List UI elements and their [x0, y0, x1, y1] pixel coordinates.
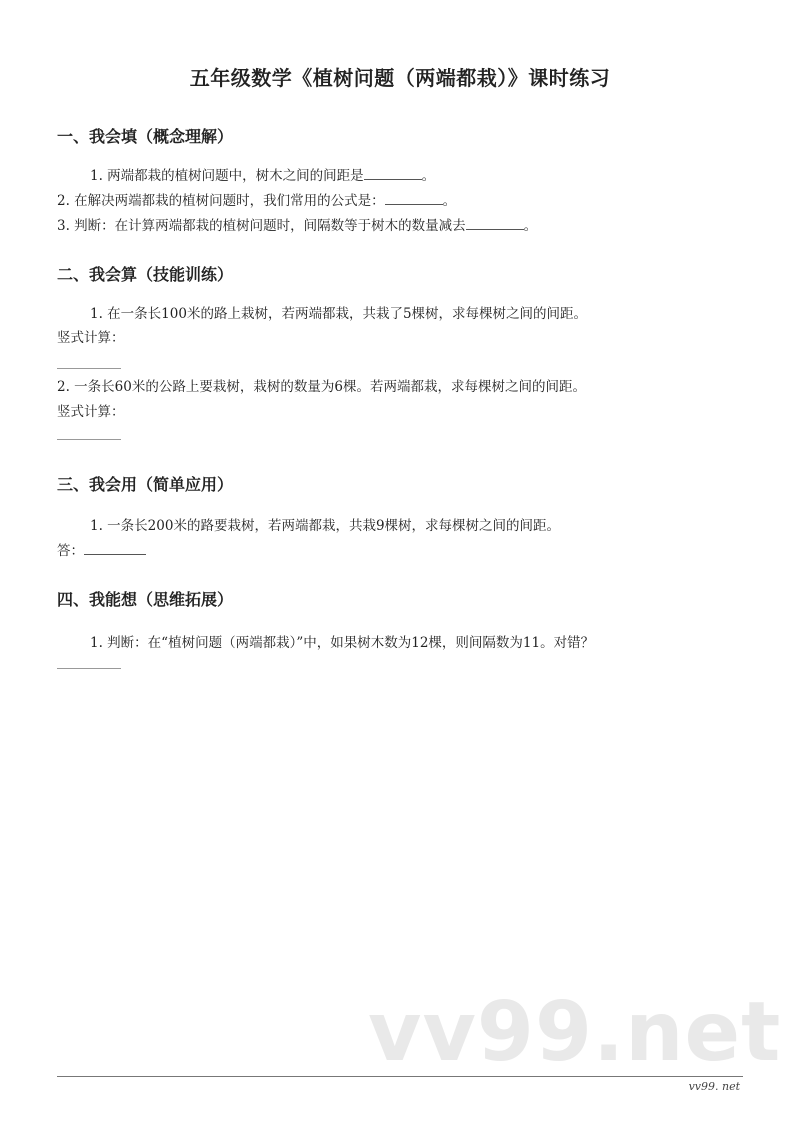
- section-heading-3: 三、我会用（简单应用）: [57, 475, 234, 494]
- question-3-1: 1. 一条长200米的路要栽树，若两端都栽，共栽9棵树，求每棵树之间的间距。: [90, 518, 561, 534]
- answer-line[interactable]: [57, 439, 121, 440]
- answer-line[interactable]: [57, 668, 121, 669]
- section-heading-1: 一、我会填（概念理解）: [57, 127, 234, 146]
- calc-label-2-2: 竖式计算：: [57, 404, 125, 420]
- question-1-1: 1. 两端都栽的植树问题中，树木之间的间距是 。: [90, 168, 436, 184]
- answer-blank[interactable]: [466, 217, 524, 230]
- footer-divider: [57, 1076, 743, 1077]
- section-heading-2: 二、我会算（技能训练）: [57, 265, 234, 284]
- watermark: vv99.net: [368, 985, 782, 1080]
- footer-site: vv99. net: [688, 1080, 740, 1093]
- answer-blank[interactable]: [84, 542, 146, 555]
- question-1-2: 2. 在解决两端都栽的植树问题时，我们常用的公式是： 。: [57, 193, 457, 209]
- question-4-1: 1. 判断：在“植树问题（两端都栽）”中，如果树木数为12棵，则间隔数为11。对错？: [90, 635, 595, 651]
- question-1-3: 3. 判断：在计算两端都栽的植树问题时，间隔数等于树木的数量减去 。: [57, 218, 538, 234]
- page-title: 五年级数学《植树问题（两端都栽）》课时练习: [189, 66, 611, 90]
- question-2-2: 2. 一条长60米的公路上要栽树，栽树的数量为6棵。若两端都栽，求每棵树之间的间距。: [57, 379, 586, 395]
- answer-label-3-1: 答：: [57, 539, 146, 559]
- calc-label-2-1: 竖式计算：: [57, 330, 125, 346]
- answer-blank[interactable]: [364, 167, 422, 180]
- answer-blank[interactable]: [385, 192, 443, 205]
- answer-line[interactable]: [57, 368, 121, 369]
- question-2-1: 1. 在一条长100米的路上栽树，若两端都栽，共栽了5棵树，求每棵树之间的间距。: [90, 306, 588, 322]
- section-heading-4: 四、我能想（思维拓展）: [57, 590, 234, 609]
